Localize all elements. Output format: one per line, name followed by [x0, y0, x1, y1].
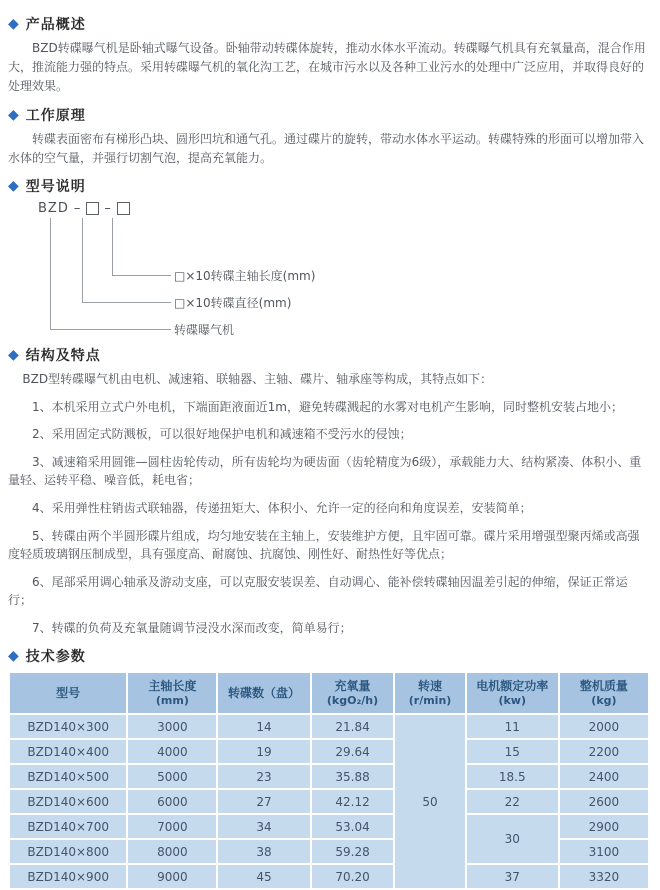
header-line: 充氧量: [334, 679, 371, 694]
header-line: 转碟数（盘）: [228, 685, 301, 700]
cell-power: 11: [467, 715, 558, 738]
feature-item-4: 4、采用弹性柱销齿式联轴器，传递扭矩大、体积小、允许一定的径向和角度误差，安装简单；: [32, 500, 532, 515]
cell-model: BZD140×600: [10, 790, 126, 813]
model-placeholder-box: [117, 202, 130, 215]
connector-line-machine: [50, 218, 171, 330]
section-title: 技术参数: [25, 649, 86, 666]
col-header-oxygen: [312, 673, 394, 713]
table-row: [10, 740, 648, 763]
header-line: (kw): [498, 694, 527, 708]
section-header-specs: [8, 646, 650, 666]
col-header-weight: [560, 673, 648, 713]
overview-paragraph: BZD转碟曝气机是卧轴式曝气设备。卧轴带动转碟体旋转，推动水体水平流动。转碟曝气机具有充氧量高，混合作用大，推流能力强的特点。采用转碟曝气机的氧化沟工艺，在城市污水以及各种工业污水的处理中广泛应用，并取得良好的处理效果。: [8, 41, 646, 94]
table-row: [10, 715, 648, 738]
section-title: 型号说明: [25, 178, 86, 195]
diamond-bullet-icon: ◆: [8, 346, 19, 363]
section-title: 结构及特点: [25, 347, 101, 364]
section-header-overview: [8, 14, 650, 34]
table-row: [10, 815, 648, 838]
header-line: (kgO₂/h): [326, 694, 379, 708]
section-title: 产品概述: [25, 17, 86, 33]
header-line: (kg): [591, 694, 617, 708]
cell-speed-merged: 50: [395, 715, 464, 888]
cell-model: BZD140×500: [10, 765, 126, 788]
cell-weight: 3320: [560, 865, 648, 888]
cell-power: 22: [467, 790, 558, 813]
cell-model: BZD140×400: [10, 740, 126, 763]
features-intro: BZD型转碟曝气机由电机、减速箱、联轴器、主轴、碟片、轴承座等构成，其特点如下：: [22, 371, 493, 386]
cell-model: BZD140×700: [10, 815, 126, 838]
model-code-diagram: [8, 201, 650, 337]
col-header-model: [10, 673, 126, 713]
cell-discs: 27: [218, 790, 309, 813]
model-label-diameter: □×10转碟直径(mm): [174, 295, 292, 310]
model-label-shaft-length: □×10转碟主轴长度(mm): [174, 268, 316, 283]
cell-oxygen: 59.28: [312, 840, 394, 863]
cell-shaft: 6000: [128, 790, 216, 813]
header-line: 转速: [418, 679, 443, 694]
feature-item-2: 2、采用固定式防溅板，可以很好地保护电机和减速箱不受污水的侵蚀；: [32, 427, 412, 442]
cell-discs: 19: [218, 740, 309, 763]
feature-item-5: 5、转碟由两个半圆形碟片组成，均匀地安装在主轴上，安装维护方便，且牢固可靠。碟片采用增强型聚丙烯或高强度轻质玻璃钢压制成型，具有强度高、耐腐蚀、抗腐蚀、刚性好、耐热性好等优点；: [8, 528, 640, 562]
header-line: 主轴长度: [148, 679, 197, 694]
cell-discs: 45: [218, 865, 309, 888]
model-dash: –: [73, 200, 82, 216]
model-dash: –: [104, 200, 112, 216]
cell-weight: 2400: [560, 765, 648, 788]
feature-item-3: 3、减速箱采用圆锥—圆柱齿轮传动，所有齿轮均为硬齿面（齿轮精度为6级），承载能力大、结构紧凑、体积小、重量轻、运转平稳、噪音低，耗电省；: [8, 454, 642, 488]
cell-discs: 34: [218, 815, 309, 838]
cell-weight: 2600: [560, 790, 648, 813]
cell-power: 15: [467, 740, 558, 763]
header-line: 整机质量: [579, 679, 628, 694]
diamond-bullet-icon: ◆: [8, 648, 19, 665]
cell-oxygen: 21.84: [312, 715, 394, 738]
cell-shaft: 4000: [128, 740, 216, 763]
cell-discs: 23: [218, 765, 309, 788]
cell-power: 18.5: [467, 765, 558, 788]
technical-parameters-table: [8, 671, 650, 890]
principle-paragraph: 转碟表面密布有梯形凸块、圆形凹坑和通气孔。通过碟片的旋转，带动水体水平运动。转碟特殊的形面可以增加带入水体的空气量，并强行切割气泡，提高充氧能力。: [8, 131, 645, 165]
feature-item-6: 6、尾部采用调心轴承及游动支座，可以克服安装误差、自动调心、能补偿转碟轴因温差引起的伸缩，保证正常运行；: [8, 574, 628, 608]
col-header-speed: [395, 673, 464, 713]
cell-model: BZD140×300: [10, 715, 126, 738]
feature-item-7: 7、转碟的负荷及充氧量随调节浸没水深而改变，简单易行；: [32, 620, 352, 635]
cell-oxygen: 42.12: [312, 790, 394, 813]
table-header-row: [10, 673, 648, 713]
model-label-machine: 转碟曝气机: [174, 322, 235, 337]
cell-power-merged: 30: [467, 815, 558, 863]
table-row: [10, 865, 648, 888]
diamond-bullet-icon: ◆: [8, 16, 19, 32]
col-header-disc-count: [218, 673, 309, 713]
cell-shaft: 7000: [128, 815, 216, 838]
cell-shaft: 8000: [128, 840, 216, 863]
cell-shaft: 3000: [128, 715, 216, 738]
diamond-bullet-icon: ◆: [8, 177, 19, 194]
cell-model: BZD140×800: [10, 840, 126, 863]
cell-shaft: 5000: [128, 765, 216, 788]
diamond-bullet-icon: ◆: [8, 106, 19, 123]
table-row: [10, 790, 648, 813]
model-placeholder-box: [86, 202, 99, 215]
section-header-principle: [8, 105, 650, 125]
cell-oxygen: 53.04: [312, 815, 394, 838]
cell-oxygen: 35.88: [312, 765, 394, 788]
cell-power: 37: [467, 865, 558, 888]
section-header-features: [8, 345, 650, 365]
cell-model: BZD140×900: [10, 865, 126, 888]
cell-oxygen: 29.64: [312, 740, 394, 763]
cell-discs: 38: [218, 840, 309, 863]
col-header-motor-power: [467, 673, 558, 713]
model-code-line: [38, 201, 130, 216]
section-header-model: [8, 176, 650, 196]
cell-weight: 3100: [560, 840, 648, 863]
header-line: (mm): [155, 694, 189, 708]
cell-weight: 2200: [560, 740, 648, 763]
model-prefix: BZD: [38, 200, 69, 216]
header-line: 型号: [56, 685, 81, 700]
cell-shaft: 9000: [128, 865, 216, 888]
cell-discs: 14: [218, 715, 309, 738]
cell-weight: 2000: [560, 715, 648, 738]
table-row: [10, 765, 648, 788]
header-line: (r/min): [408, 694, 452, 708]
cell-weight: 2900: [560, 815, 648, 838]
section-title: 工作原理: [25, 107, 86, 124]
cell-oxygen: 70.20: [312, 865, 394, 888]
feature-item-1: 1、本机采用立式户外电机，下端面距液面近1m，避免转碟溅起的水雾对电机产生影响，同时整机安装占地小；: [32, 399, 623, 414]
col-header-shaft-length: [128, 673, 216, 713]
header-line: 电机额定功率: [476, 679, 549, 694]
